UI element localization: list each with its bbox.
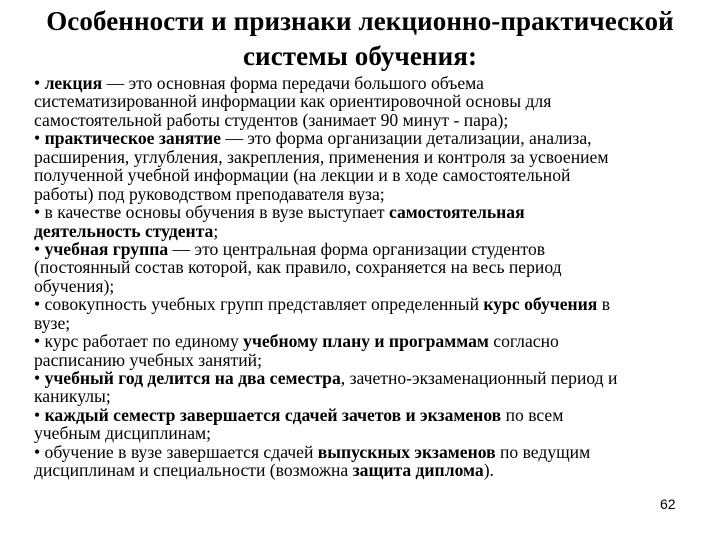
text-line (34, 406, 706, 424)
text-line (34, 443, 706, 461)
text-run: согласно (488, 331, 559, 352)
text-line (34, 314, 706, 332)
text-run: • обучение в вузе завершается сдачей (34, 441, 318, 462)
text-run: в (597, 294, 611, 315)
text-line (34, 424, 706, 442)
slide-body-text (34, 74, 706, 480)
bold-term: учебный год делится на два семестра (44, 368, 341, 388)
bold-term: деятельность студента (34, 220, 214, 241)
text-run: самостоятельной работы студентов (занимает 90 минут - пара); (34, 109, 509, 130)
text-run: — это форма организации детализации, анализа, (220, 128, 592, 149)
text-line (34, 240, 706, 258)
text-run: систематизированной информации как ориентировочной основы для (34, 91, 552, 112)
text-run: — это основная форма передачи большого объема (102, 73, 484, 93)
text-run: • курс работает по единому (34, 331, 244, 352)
text-line (34, 129, 706, 147)
text-line (34, 461, 706, 479)
slide-title-line: Особенности и признаки лекционно-практической (46, 6, 674, 36)
text-line (34, 74, 706, 92)
slide-title-line: системы обучения: (242, 41, 478, 71)
text-run: по ведущим (495, 441, 591, 462)
text-run: (постоянный состав которой, как правило, сохраняется на весь период (34, 257, 562, 278)
bold-term: лекция (44, 73, 103, 93)
text-run: • совокупность учебных групп представляет определенный (34, 294, 484, 315)
text-line (34, 111, 706, 129)
text-run: ). (483, 460, 494, 481)
text-line (34, 222, 706, 240)
text-run: расширения, углубления, закрепления, применения и контроля за усвоением (34, 146, 609, 167)
text-run: • (34, 128, 45, 149)
text-line (34, 351, 706, 369)
text-line (34, 258, 706, 276)
text-line (34, 369, 706, 387)
text-line (34, 92, 706, 110)
text-line (34, 185, 706, 203)
text-line (34, 332, 706, 350)
text-line (34, 203, 706, 221)
text-run: полученной учебной информации (на лекции и в ходе самостоятельной (34, 165, 571, 186)
text-line (34, 387, 706, 405)
bold-term: выпускных экзаменов (317, 441, 496, 462)
text-run: • (34, 368, 45, 388)
text-run: работы) под руководством преподавателя вуза; (34, 183, 385, 204)
bold-term: практическое занятие (44, 128, 221, 149)
text-run: учебным дисциплинам; (34, 423, 212, 444)
text-run: вузе; (34, 312, 71, 333)
text-run: ; (213, 220, 219, 241)
bold-term: учебному плану и программам (243, 331, 489, 352)
text-run: , зачетно-экзаменационный период и (340, 368, 618, 388)
bold-term: курс обучения (483, 294, 598, 315)
page-number: 62 (660, 496, 676, 512)
bold-term: учебная группа (44, 238, 169, 259)
bold-term: самостоятельная (388, 202, 525, 223)
text-line (34, 295, 706, 313)
text-run: • (34, 73, 45, 93)
text-run: каникулы; (34, 386, 111, 407)
text-run: • (34, 404, 45, 425)
bold-term: каждый семестр завершается сдачей зачетов и экзаменов (44, 404, 502, 425)
text-run: — это центральная форма организации студентов (168, 238, 546, 259)
text-run: обучения); (34, 275, 115, 296)
text-line (34, 277, 706, 295)
text-run: дисциплинам и специальности (возможна (34, 460, 353, 481)
bold-term: защита диплома (352, 460, 484, 481)
text-run: по всем (501, 404, 564, 425)
text-run: • в качестве основы обучения в вузе выступает (34, 202, 389, 223)
text-run: • (34, 238, 45, 259)
slide-title (20, 4, 700, 74)
text-run: расписанию учебных занятий; (34, 349, 262, 370)
text-line (34, 166, 706, 184)
text-line (34, 148, 706, 166)
